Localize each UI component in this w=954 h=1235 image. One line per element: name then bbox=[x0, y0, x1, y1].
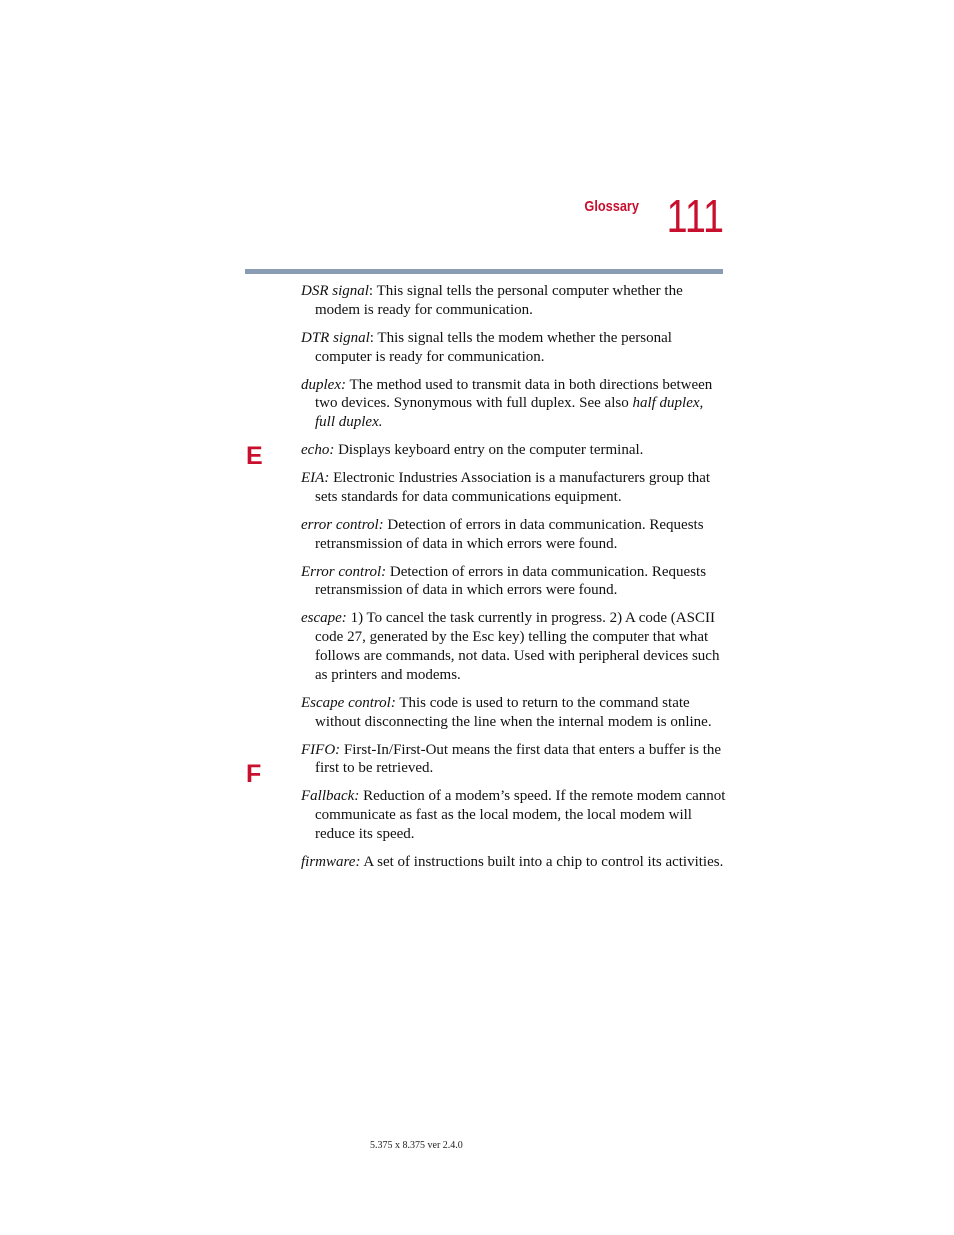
entry-term: Escape control: bbox=[301, 694, 396, 711]
entry-term: DSR signal bbox=[301, 283, 369, 299]
entry-definition: The method used to transmit data in both directions between two devices. Synonymous with full duplex. See also bbox=[315, 376, 713, 412]
entry-term: duplex: bbox=[301, 376, 346, 393]
glossary-entries bbox=[301, 282, 726, 881]
entry-definition: Displays keyboard entry on the computer terminal. bbox=[338, 442, 644, 459]
footer-version: 5.375 x 8.375 ver 2.4.0 bbox=[370, 1140, 463, 1151]
entry-definition: Detection of errors in data communication. Requests retransmission of data in which errors were found. bbox=[315, 516, 704, 552]
entry-definition: Reduction of a modem’s speed. If the remote modem cannot communicate as fast as the local modem, the local modem will reduce its speed. bbox=[315, 788, 726, 842]
glossary-entry bbox=[301, 516, 726, 554]
entry-term: Fallback: bbox=[301, 788, 360, 805]
glossary-entry bbox=[301, 609, 726, 684]
entry-term: Error control: bbox=[301, 563, 387, 580]
section-title: Glossary bbox=[584, 198, 639, 215]
glossary-entry bbox=[301, 329, 726, 367]
entry-term: error control: bbox=[301, 516, 384, 533]
glossary-entry bbox=[301, 282, 726, 320]
entry-definition: This signal tells the personal computer whether the modem is ready for communication. bbox=[315, 283, 683, 318]
glossary-entry bbox=[301, 469, 726, 507]
entry-term: echo: bbox=[301, 442, 335, 459]
section-letter-e: E bbox=[246, 442, 263, 470]
entry-term: DTR signal bbox=[301, 329, 370, 346]
entry-definition: This signal tells the modem whether the personal computer is ready for communication. bbox=[315, 329, 672, 365]
entry-definition: A set of instructions built into a chip to control its activities. bbox=[363, 853, 724, 870]
glossary-entry bbox=[301, 741, 726, 779]
page-number: 111 bbox=[666, 190, 724, 242]
entry-definition: 1) To cancel the task currently in progress. 2) A code (ASCII code 27, generated by the Esc key) telling the computer that what follows are commands, not data. Used with peripheral devices such as printers and modems. bbox=[315, 610, 720, 683]
glossary-entry bbox=[301, 563, 726, 601]
entry-definition: This code is used to return to the command state without disconnecting the line when the internal modem is online. bbox=[315, 694, 712, 730]
glossary-entry bbox=[301, 694, 726, 732]
entry-definition: Detection of errors in data communication. Requests retransmission of data in which errors were found. bbox=[315, 563, 707, 599]
entry-term: EIA: bbox=[301, 470, 330, 487]
entry-term: escape: bbox=[301, 610, 347, 627]
glossary-entry bbox=[301, 376, 726, 432]
entry-definition: Electronic Industries Association is a manufacturers group that sets standards for data communications equipment. bbox=[315, 470, 711, 505]
entry-see-also: half duplex, full duplex. bbox=[315, 395, 704, 431]
entry-term: firmware: bbox=[301, 853, 361, 870]
entry-separator: : bbox=[368, 283, 377, 299]
glossary-entry bbox=[301, 441, 726, 460]
entry-term: FIFO: bbox=[301, 741, 341, 758]
glossary-entry bbox=[301, 787, 726, 843]
glossary-entry bbox=[301, 853, 726, 872]
entry-definition: First-In/First-Out means the first data that enters a buffer is the first to be retrieved. bbox=[315, 741, 722, 777]
entry-separator: : bbox=[369, 329, 378, 346]
header-rule bbox=[245, 269, 723, 274]
section-letter-f: F bbox=[246, 760, 262, 788]
